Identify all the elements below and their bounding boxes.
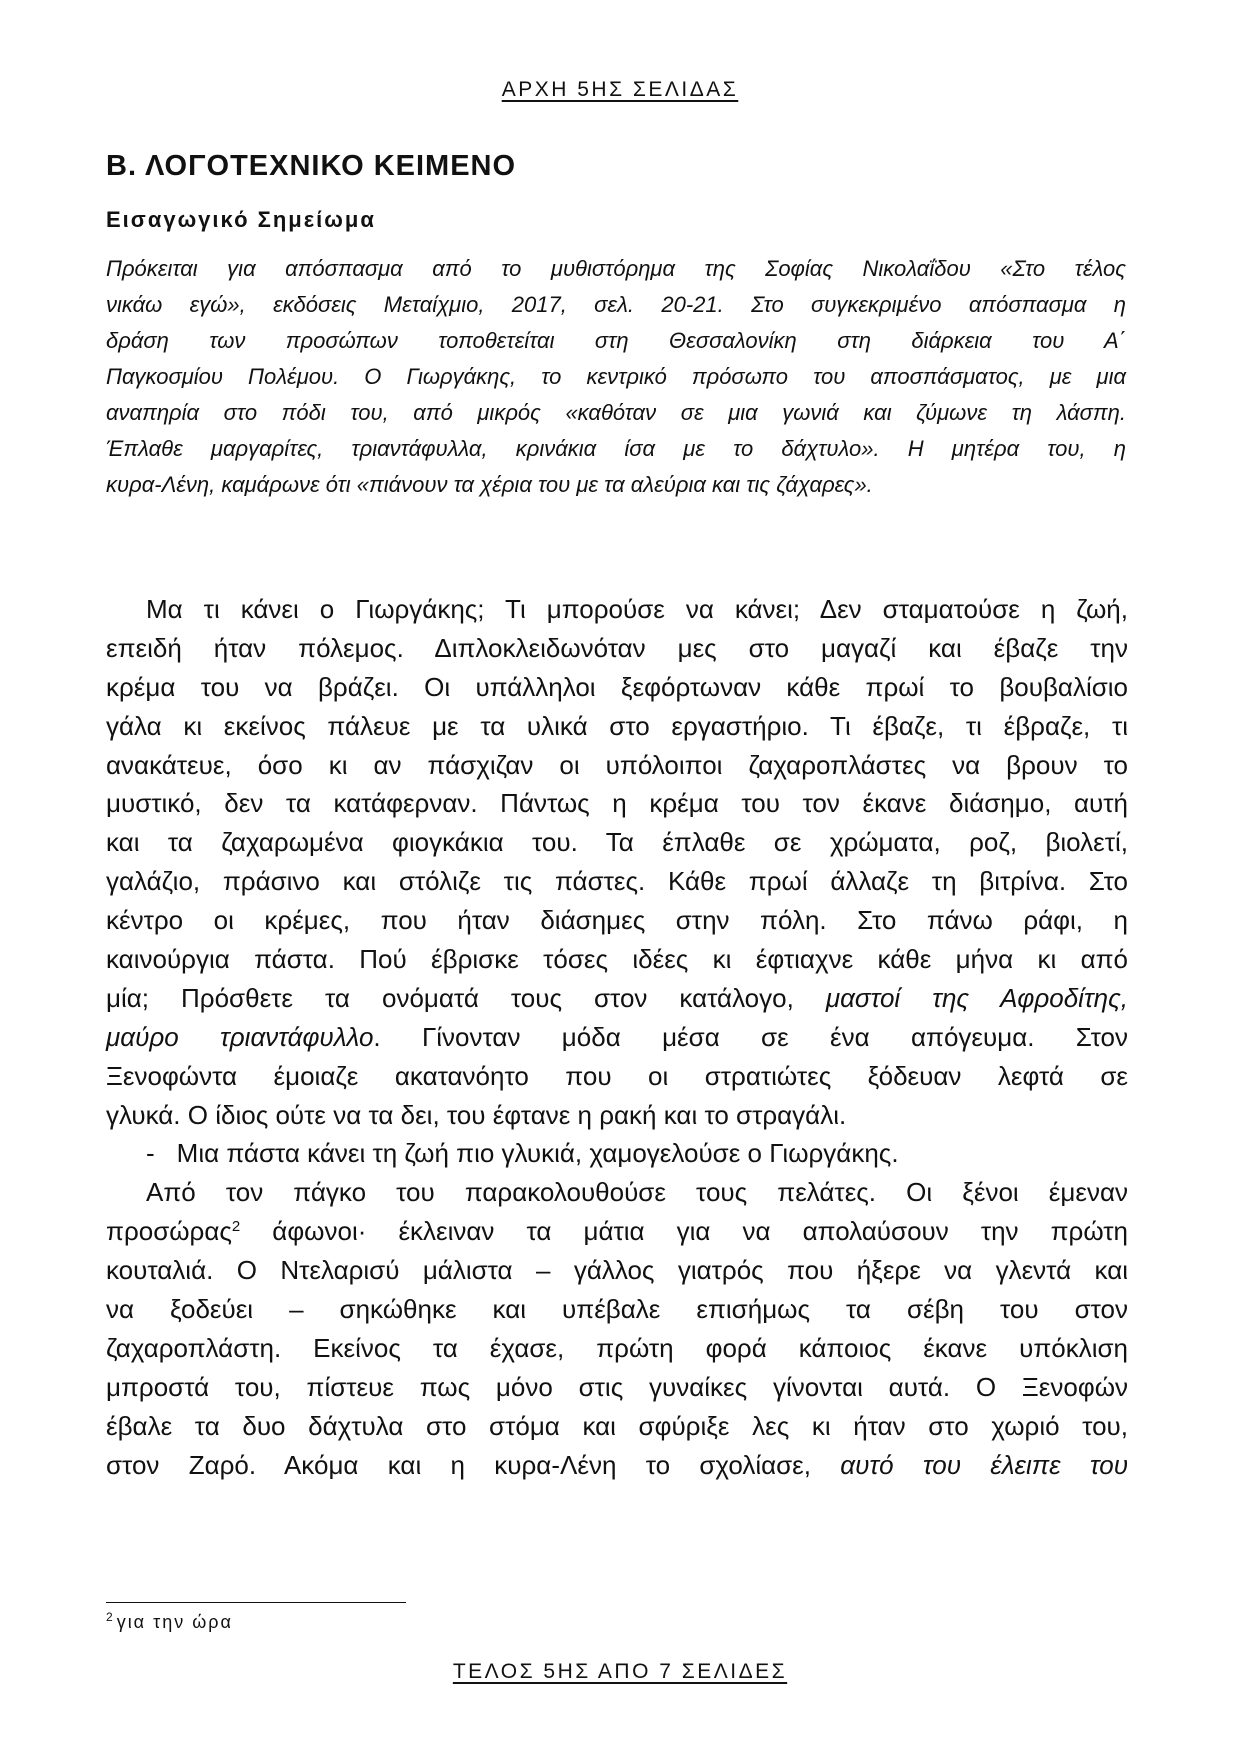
text-line: και τα ζαχαρωμένα φιογκάκια του. Τα έπλαθε σε χρώματα, ροζ, βιολετί, xyxy=(106,827,1128,858)
page-header: ΑΡΧΗ 5ΗΣ ΣΕΛΙΔΑΣ xyxy=(501,78,739,101)
text-segment: στον Ζαρό. Ακόμα και η κυρα-Λένη το σχολίασε, xyxy=(106,1449,811,1480)
text-line: γάλα κι εκείνος πάλευε με τα υλικά στο εργαστήριο. Τι έβαζε, τι έβραζε, τι xyxy=(106,710,1128,741)
text-line: γαλάζιο, πράσινο και στόλιζε τις πάστες. Κάθε πρωί άλλαζε τη βιτρίνα. Στο xyxy=(106,866,1128,897)
text-segment: μία; Πρόσθετε τα ονόματά τους στον κατάλογο, xyxy=(106,982,794,1013)
text-line xyxy=(106,1446,1128,1485)
text-line: μπροστά του, πίστευε πως μόνο στις γυναίκες γίνονται αυτά. Ο Ξενοφών xyxy=(106,1371,1128,1402)
intro-line: δράση των προσώπων τοποθετείται στη Θεσσαλονίκη στη διάρκεια του Α΄ xyxy=(106,328,1126,353)
italic-segment: αυτό του έλειπε του xyxy=(840,1449,1128,1480)
text-line: Από τον πάγκο του παρακολουθούσε τους πελάτες. Οι ξένοι έμεναν xyxy=(146,1177,1128,1208)
text-line: κέντρο οι κρέμες, που ήταν διάσημες στην πόλη. Στο πάνω ράφι, η xyxy=(106,905,1128,936)
intro-line: νικάω εγώ», εκδόσεις Μεταίχμιο, 2017, σελ. 20-21. Στο συγκεκριμένο απόσπασμα η xyxy=(106,292,1126,317)
text-line xyxy=(106,979,1128,1018)
text-segment: άφωνοι· έκλειναν τα μάτια για να απολαύσουν την πρώτη xyxy=(240,1216,1128,1247)
text-line: ανακάτευε, όσο κι αν πάσχιζαν οι υπόλοιποι ζαχαροπλάστες να βρουν το xyxy=(106,749,1128,780)
italic-segment: μαύρο τριαντάφυλλο xyxy=(106,1021,374,1052)
text-line: επειδή ήταν πόλεμος. Διπλοκλειδωνόταν μες στο μαγαζί και έβαζε την xyxy=(106,632,1128,663)
text-line xyxy=(106,1212,1128,1251)
text-line: Ξενοφώντα έμοιαζε ακατανόητο που οι στρατιώτες ξόδευαν λεφτά σε xyxy=(106,1060,1128,1091)
dialogue-text: Μια πάστα κάνει τη ζωή πιο γλυκιά, χαμογελούσε ο Γιωργάκης. xyxy=(176,1138,899,1169)
intro-note xyxy=(106,251,1126,503)
italic-segment: μαστοί της Αφροδίτης, xyxy=(825,982,1128,1013)
text-line: καινούργια πάστα. Πού έβρισκε τόσες ιδέες κι έφτιαχνε κάθε μήνα κι από xyxy=(106,944,1128,975)
section-title: Β. ΛΟΓΟΤΕΧΝΙΚΟ ΚΕΙΜΕΝΟ xyxy=(106,150,517,182)
text-segment: προσώρας xyxy=(106,1216,232,1247)
footnote-number: 2 xyxy=(106,1610,113,1624)
footnote-text: για την ώρα xyxy=(116,1612,233,1632)
intro-line: αναπηρία στο πόδι του, από μικρός «καθόταν σε μια γωνιά και ζύμωνε τη λάσπη. xyxy=(106,400,1126,425)
text-line: κρέμα του να βράζει. Οι υπάλληλοι ξεφόρτωναν κάθε πρωί το βουβαλίσιο xyxy=(106,671,1128,702)
text-line: να ξοδεύει – σηκώθηκε και υπέβαλε επισήμως τα σέβη του στον xyxy=(106,1294,1128,1325)
text-line: Μα τι κάνει ο Γιωργάκης; Τι μπορούσε να κάνει; Δεν σταματούσε η ζωή, xyxy=(146,594,1128,624)
text-line: μυστικό, δεν τα κατάφερναν. Πάντως η κρέμα του τον έκανε διάσημο, αυτή xyxy=(106,788,1128,819)
footnote xyxy=(106,1612,233,1633)
intro-line: Παγκοσμίου Πολέμου. Ο Γιωργάκης, το κεντρικό πρόσωπο του αποσπάσματος, με μια xyxy=(106,364,1126,389)
literary-text xyxy=(106,590,1128,1484)
page-footer: ΤΕΛΟΣ 5ΗΣ ΑΠΟ 7 ΣΕΛΙΔΕΣ xyxy=(452,1660,788,1683)
text-line: ζαχαροπλάστη. Εκείνος τα έχασε, πρώτη φορά κάποιος έκανε υπόκλιση xyxy=(106,1332,1128,1363)
text-line: γλυκά. Ο ίδιος ούτε να τα δει, του έφτανε η ρακή και το στραγάλι. xyxy=(106,1099,847,1130)
footnote-reference: 2 xyxy=(231,1218,241,1236)
text-line: κουταλιά. Ο Ντελαρισύ μάλιστα – γάλλος γιατρός που ήξερε να γλεντά και xyxy=(106,1255,1128,1286)
intro-line: Πρόκειται για απόσπασμα από το μυθιστόρημα της Σοφίας Νικολαΐδου «Στο τέλος xyxy=(106,256,1126,281)
subsection-title: Εισαγωγικό Σημείωμα xyxy=(106,207,376,232)
footnote-separator xyxy=(106,1602,406,1603)
dialogue-line xyxy=(106,1134,1128,1173)
intro-line: κυρα-Λένη, καμάρωνε ότι «πιάνουν τα χέρια του με τα αλεύρια και τις ζάχαρες». xyxy=(106,472,873,497)
dialogue-dash: - xyxy=(146,1138,155,1169)
text-line xyxy=(106,1018,1128,1057)
text-segment: . Γίνονταν μόδα μέσα σε ένα απόγευμα. Στον xyxy=(373,1021,1128,1052)
intro-line: Έπλαθε μαργαρίτες, τριαντάφυλλα, κρινάκια ίσα με το δάχτυλο». Η μητέρα του, η xyxy=(106,436,1126,461)
text-line: έβαλε τα δυο δάχτυλα στο στόμα και σφύριξε λες κι ήταν στο χωριό του, xyxy=(106,1410,1128,1441)
